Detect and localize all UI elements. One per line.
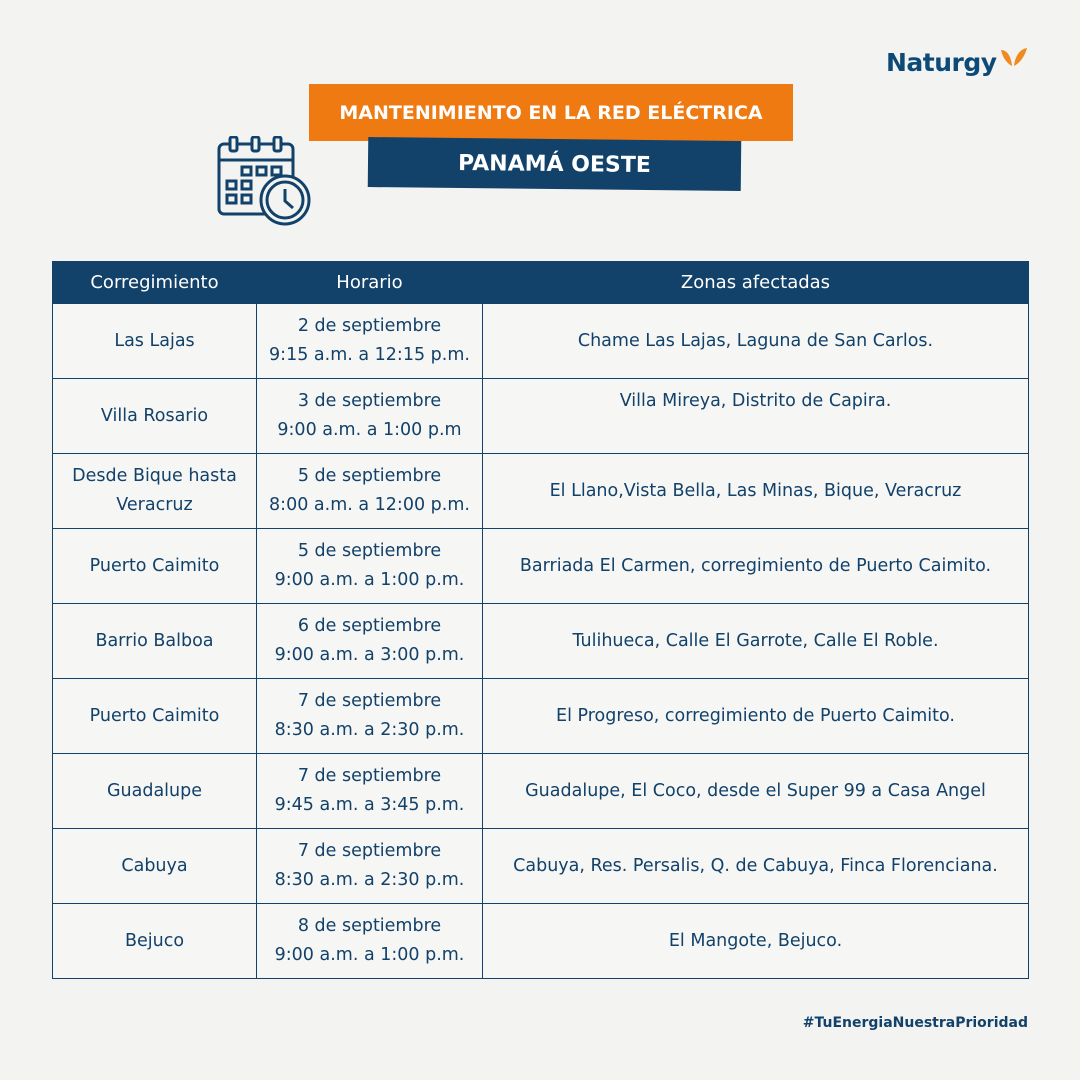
cell-hora: 9:00 a.m. a 3:00 p.m. — [274, 645, 465, 665]
cell-corregimiento: Guadalupe — [53, 754, 257, 829]
cell-horario — [257, 604, 483, 679]
cell-corregimiento: Las Lajas — [53, 304, 257, 379]
header-subtitle: PANAMÁ OESTE — [457, 150, 652, 178]
cell-horario — [257, 679, 483, 754]
cell-zonas: Barriada El Carmen, corregimiento de Puerto Caimito. — [483, 529, 1029, 604]
cell-zonas: El Progreso, corregimiento de Puerto Caimito. — [483, 679, 1029, 754]
naturgy-logo — [886, 48, 1029, 77]
cell-fecha: 5 de septiembre — [297, 541, 442, 561]
header-title: MANTENIMIENTO EN LA RED ELÉCTRICA — [339, 101, 763, 124]
cell-hora: 9:15 a.m. a 12:15 p.m. — [269, 345, 470, 365]
cell-corregimiento: Villa Rosario — [53, 379, 257, 454]
cell-horario — [257, 529, 483, 604]
cell-hora: 9:00 a.m. a 1:00 p.m — [277, 420, 462, 440]
cell-hora: 9:45 a.m. a 3:45 p.m. — [274, 795, 465, 815]
footer-hashtag: #TuEnergiaNuestraPrioridad — [802, 1015, 1028, 1031]
cell-zonas: Villa Mireya, Distrito de Capira. — [483, 379, 1029, 454]
cell-corregimiento: Puerto Caimito — [53, 529, 257, 604]
cell-fecha: 3 de septiembre — [297, 391, 442, 411]
table-row — [53, 754, 1029, 829]
cell-horario — [257, 304, 483, 379]
cell-zonas: Tulihueca, Calle El Garrote, Calle El Roble. — [483, 604, 1029, 679]
cell-fecha: 5 de septiembre — [297, 466, 442, 486]
cell-corregimiento: Barrio Balboa — [53, 604, 257, 679]
cell-zonas: El Llano,Vista Bella, Las Minas, Bique, Veracruz — [483, 454, 1029, 529]
cell-zonas: Chame Las Lajas, Laguna de San Carlos. — [483, 304, 1029, 379]
table-row — [53, 304, 1029, 379]
column-header-corregimiento: Corregimiento — [53, 262, 257, 304]
cell-horario — [257, 379, 483, 454]
table-row — [53, 454, 1029, 529]
cell-horario — [257, 754, 483, 829]
cell-horario — [257, 454, 483, 529]
header-title-banner — [309, 84, 793, 141]
table-row — [53, 604, 1029, 679]
header-subtitle-banner — [368, 137, 742, 191]
column-header-horario: Horario — [257, 262, 483, 304]
calendar-clock-icon — [216, 136, 312, 228]
cell-fecha: 7 de septiembre — [297, 841, 442, 861]
cell-fecha: 7 de septiembre — [297, 691, 442, 711]
cell-horario — [257, 829, 483, 904]
cell-fecha: 7 de septiembre — [297, 766, 442, 786]
table-row — [53, 529, 1029, 604]
table-row — [53, 379, 1029, 454]
cell-fecha: 8 de septiembre — [297, 916, 442, 936]
cell-fecha: 6 de septiembre — [297, 616, 442, 636]
cell-zonas: Cabuya, Res. Persalis, Q. de Cabuya, Finca Florenciana. — [483, 829, 1029, 904]
cell-horario — [257, 904, 483, 979]
logo-text: Naturgy — [886, 48, 997, 77]
table-header-row — [53, 262, 1029, 304]
maintenance-table — [52, 261, 1029, 979]
cell-corregimiento: Desde Bique hasta Veracruz — [53, 454, 257, 529]
butterfly-logo-icon — [999, 46, 1029, 72]
cell-corregimiento: Bejuco — [53, 904, 257, 979]
cell-hora: 8:30 a.m. a 2:30 p.m. — [274, 720, 465, 740]
cell-corregimiento: Puerto Caimito — [53, 679, 257, 754]
cell-zonas: El Mangote, Bejuco. — [483, 904, 1029, 979]
cell-hora: 9:00 a.m. a 1:00 p.m. — [274, 945, 465, 965]
cell-hora: 8:30 a.m. a 2:30 p.m. — [274, 870, 465, 890]
table-row — [53, 904, 1029, 979]
cell-hora: 9:00 a.m. a 1:00 p.m. — [274, 570, 465, 590]
table-row — [53, 679, 1029, 754]
table-row — [53, 829, 1029, 904]
cell-fecha: 2 de septiembre — [297, 316, 442, 336]
cell-hora: 8:00 a.m. a 12:00 p.m. — [269, 495, 470, 515]
cell-zonas: Guadalupe, El Coco, desde el Super 99 a Casa Angel — [483, 754, 1029, 829]
cell-corregimiento: Cabuya — [53, 829, 257, 904]
column-header-zonas: Zonas afectadas — [483, 262, 1029, 304]
